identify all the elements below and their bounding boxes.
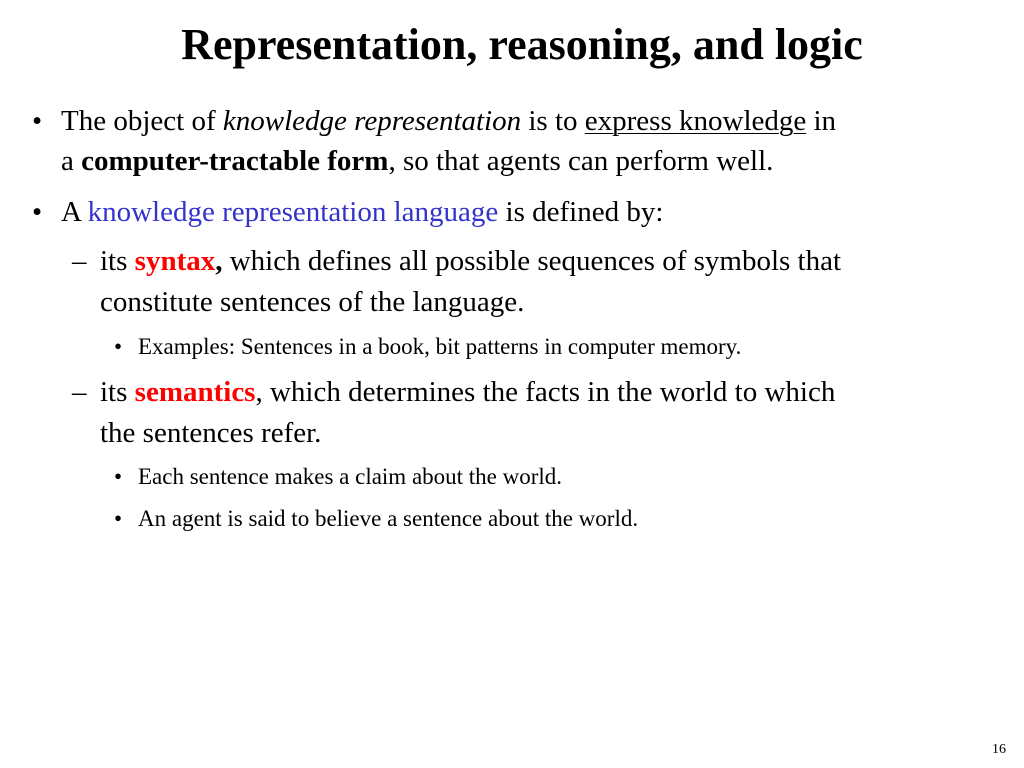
bullet-line <box>100 241 841 282</box>
kr-language-term: knowledge representation language <box>87 196 499 228</box>
text-run: which defines all possible sequences of symbols that <box>222 245 842 277</box>
dash-marker: – <box>72 245 87 277</box>
text-run: , which determines the facts in the world to which <box>255 376 836 408</box>
bullet-marker: • <box>32 196 43 228</box>
dash-marker: – <box>72 376 87 408</box>
bullet-line <box>61 192 663 232</box>
page-number: 16 <box>992 742 1006 757</box>
bullet-marker: • <box>32 105 43 137</box>
example-text: An agent is said to believe a sentence about the world. <box>138 506 639 531</box>
bullet-line <box>61 101 836 141</box>
text-run: is defined by: <box>498 196 664 228</box>
bullet-marker: • <box>114 506 123 531</box>
bullet-line <box>61 141 836 181</box>
example-text: Examples: Sentences in a book, bit patterns in computer memory. <box>138 334 742 359</box>
text-run: A <box>61 196 88 228</box>
underlined-term: express knowledge <box>584 105 807 137</box>
slide-title: Representation, reasoning, and logic <box>181 20 863 69</box>
bullet-marker: • <box>114 334 123 359</box>
text-run: in <box>806 105 837 137</box>
text-run: , <box>215 245 223 277</box>
text-run: its <box>100 245 135 277</box>
bold-term: computer-tractable form <box>81 145 389 177</box>
bullet-line <box>100 372 835 413</box>
text-run: is to <box>521 105 585 137</box>
bullet-marker: • <box>114 464 123 489</box>
text-run: a <box>61 145 82 177</box>
example-text: Each sentence makes a claim about the world. <box>138 464 563 489</box>
semantics-term: semantics <box>134 376 256 408</box>
text-run: its <box>100 376 135 408</box>
syntax-term: syntax <box>134 245 216 277</box>
bullet-line: constitute sentences of the language. <box>100 286 525 318</box>
text-run: , so that agents can perform well. <box>388 145 774 177</box>
italic-term: knowledge representation <box>222 105 522 137</box>
text-run: The object of <box>61 105 223 137</box>
bullet-line: the sentences refer. <box>100 417 322 449</box>
